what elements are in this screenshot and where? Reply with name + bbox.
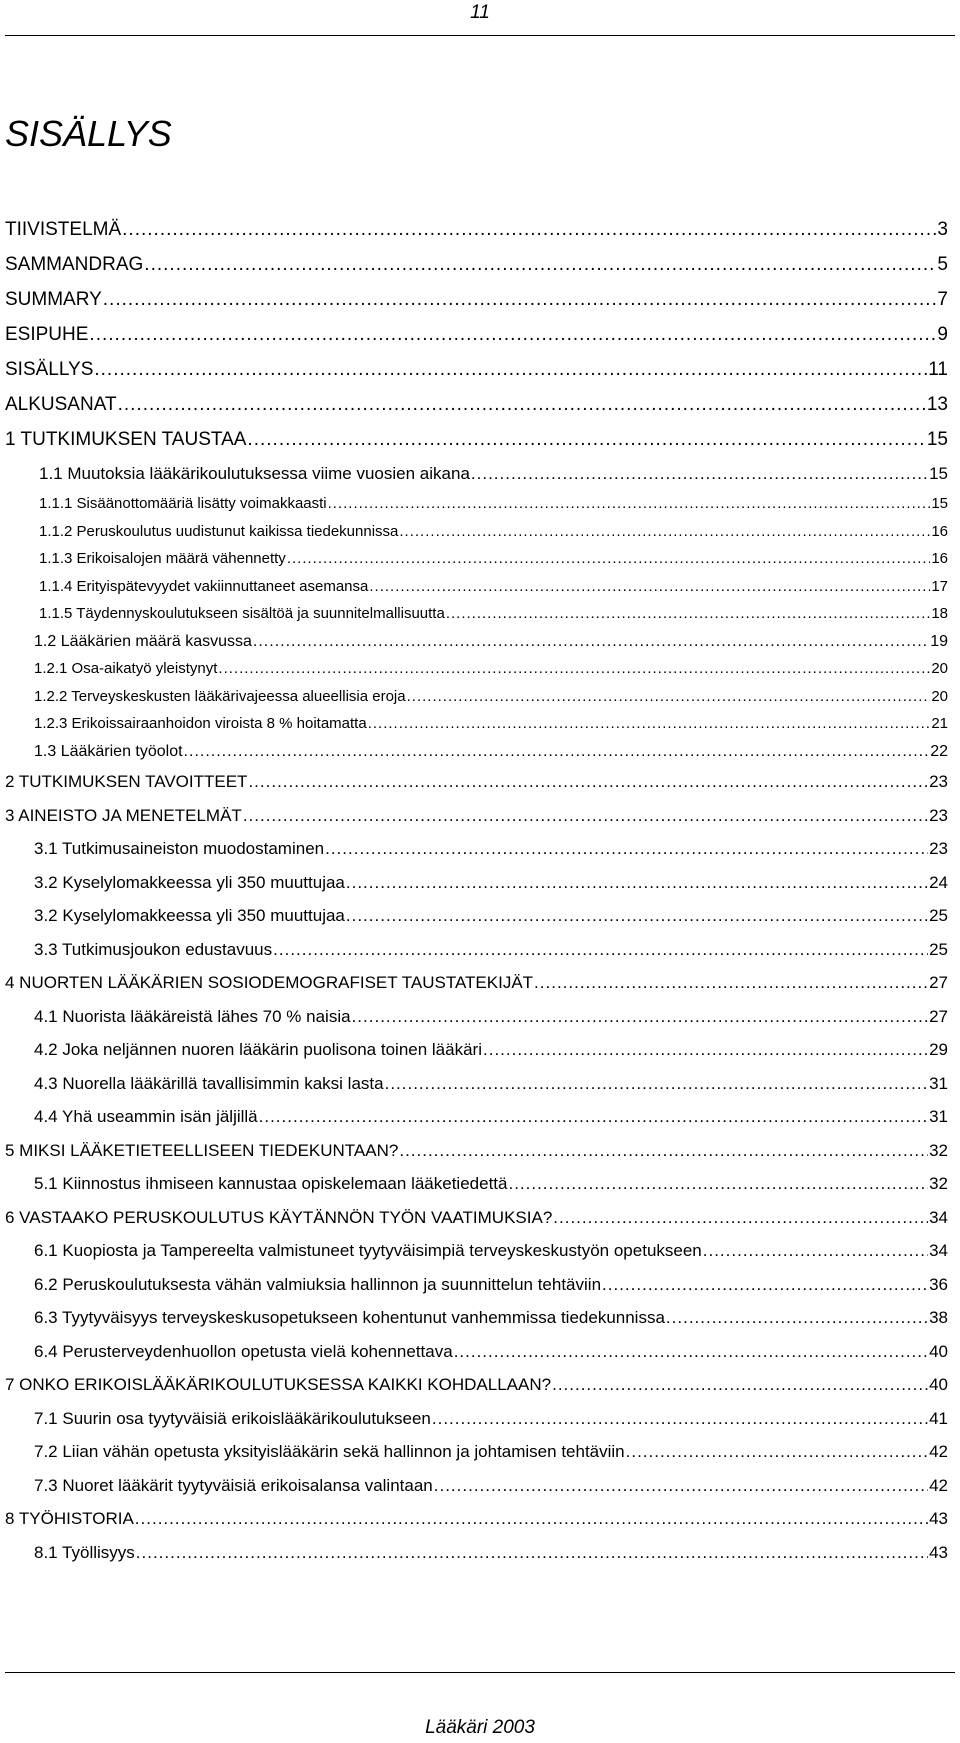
toc-entry[interactable] — [5, 799, 948, 833]
toc-entry-text: 6.2 Peruskoulutuksesta vähän valmiuksia hallinnon ja suunnittelun tehtäviin — [34, 1274, 602, 1294]
toc-entry[interactable] — [5, 1167, 948, 1201]
toc-entry-text: 1.2.1 Osa-aikatyö yleistynyt — [34, 660, 218, 677]
toc-dot-leader — [385, 1067, 928, 1101]
toc-entry-text: 4.4 Yhä useammin isän jäljillä — [34, 1107, 258, 1126]
toc-entry[interactable] — [5, 1000, 948, 1034]
toc-entry-text: 1.2 Lääkärien määrä kasvussa — [34, 632, 252, 650]
toc-entry[interactable] — [5, 490, 948, 518]
toc-dot-leader — [703, 1234, 928, 1268]
toc-page-number: 27 — [929, 1006, 948, 1026]
toc-entry[interactable] — [5, 738, 948, 766]
toc-page-number: 23 — [929, 839, 948, 858]
toc-entry-text: 1.2.2 Terveyskeskusten lääkärivajeessa alueellisia eroja — [34, 687, 406, 705]
toc-page-number: 32 — [929, 1174, 948, 1193]
toc-dot-leader — [325, 832, 928, 866]
toc-page-number: 34 — [929, 1241, 948, 1260]
toc-page-number: 27 — [929, 973, 948, 992]
toc-entry[interactable] — [5, 655, 948, 683]
toc-page-number: 9 — [937, 324, 948, 345]
toc-dot-leader — [407, 683, 931, 711]
toc-entry[interactable] — [5, 1134, 948, 1168]
toc-entry[interactable] — [5, 1502, 948, 1536]
toc-entry[interactable] — [5, 317, 948, 352]
toc-entry[interactable] — [5, 1067, 948, 1101]
toc-entry-text: SISÄLLYS — [5, 359, 94, 380]
toc-dot-leader — [446, 600, 931, 628]
page-title: SISÄLLYS — [5, 113, 172, 154]
toc-page-number: 5 — [937, 254, 948, 275]
toc-entry-text: 3.2 Kyselylomakkeessa yli 350 muuttujaa — [34, 906, 345, 925]
toc-dot-leader — [602, 1268, 928, 1302]
toc-page-number: 25 — [929, 906, 948, 925]
header-rule — [5, 35, 955, 36]
toc-entry[interactable] — [5, 1335, 948, 1369]
toc-dot-leader — [432, 1402, 928, 1436]
toc-page-number: 23 — [929, 805, 948, 825]
toc-dot-leader — [253, 628, 929, 656]
toc-dot-leader — [483, 1033, 928, 1067]
toc-entry-text: 4 NUORTEN LÄÄKÄRIEN SOSIODEMOGRAFISET TAUSTATEKIJÄT — [5, 973, 534, 992]
toc-entry-text: 1.1.4 Erityispätevyydet vakiinnuttaneet asemansa — [39, 577, 369, 595]
toc-entry[interactable] — [5, 282, 948, 317]
toc-entry[interactable] — [5, 966, 948, 1000]
toc-entry[interactable] — [5, 933, 948, 967]
toc-dot-leader — [144, 247, 936, 282]
toc-entry-text: 1 TUTKIMUKSEN TAUSTAA — [5, 429, 247, 450]
toc-page-number: 3 — [937, 219, 948, 240]
toc-entry-text: 4.1 Nuorista lääkäreistä lähes 70 % naisia — [34, 1006, 351, 1026]
toc-entry[interactable] — [5, 387, 948, 422]
toc-dot-leader — [368, 710, 931, 738]
toc-entry[interactable] — [5, 1301, 948, 1335]
toc-entry[interactable] — [5, 866, 948, 900]
toc-page-number: 13 — [926, 394, 948, 415]
toc-entry[interactable] — [5, 1201, 948, 1235]
toc-page-number: 32 — [929, 1140, 948, 1160]
toc-entry-text: 7 ONKO ERIKOISLÄÄKÄRIKOULUTUKSESSA KAIKKI KOHDALLAAN? — [5, 1375, 552, 1394]
toc-page-number: 16 — [931, 522, 948, 540]
toc-dot-leader — [626, 1435, 928, 1469]
toc-entry-text: 1.1.3 Erikoisalojen määrä vähennetty — [39, 550, 286, 567]
toc-dot-leader — [122, 212, 936, 247]
footer-text: Lääkäri 2003 — [425, 1717, 535, 1738]
toc-page-number: 15 — [926, 429, 948, 450]
toc-dot-leader — [399, 1134, 928, 1168]
toc-entry-text: 1.2.3 Erikoissairaanhoidon viroista 8 % hoitamatta — [34, 715, 367, 732]
toc-dot-leader — [94, 352, 927, 387]
toc-dot-leader — [135, 1502, 928, 1536]
toc-page-number: 15 — [931, 495, 948, 512]
toc-page-number: 15 — [929, 464, 948, 483]
toc-dot-leader — [287, 545, 931, 573]
toc-entry-text: 6 VASTAAKO PERUSKOULUTUS KÄYTÄNNÖN TYÖN VAATIMUKSIA? — [5, 1207, 553, 1227]
toc-dot-leader — [534, 966, 928, 1000]
toc-entry[interactable] — [5, 212, 948, 247]
toc-dot-leader — [89, 317, 936, 352]
toc-dot-leader — [328, 490, 931, 518]
toc-page-number: 38 — [929, 1308, 948, 1327]
toc-entry[interactable] — [5, 247, 948, 282]
toc-page-number: 40 — [929, 1375, 948, 1394]
toc-dot-leader — [352, 1000, 929, 1034]
toc-entry-text: 8 TYÖHISTORIA — [5, 1509, 134, 1528]
toc-entry-text: ALKUSANAT — [5, 394, 117, 415]
toc-entry[interactable] — [5, 710, 948, 738]
toc-entry[interactable] — [5, 352, 948, 387]
page-number: 11 — [470, 2, 490, 23]
toc-dot-leader — [218, 655, 930, 683]
toc-dot-leader — [273, 933, 928, 967]
toc-dot-leader — [434, 1469, 928, 1503]
toc-dot-leader — [552, 1368, 928, 1402]
toc-dot-leader — [118, 387, 926, 422]
toc-entry[interactable] — [5, 1268, 948, 1302]
toc-dot-leader — [243, 799, 928, 833]
toc-entry[interactable] — [5, 1033, 948, 1067]
toc-dot-leader — [553, 1201, 928, 1235]
toc-page-number: 22 — [930, 742, 948, 760]
toc-entry-text: 6.4 Perusterveydenhuollon opetusta vielä kohennettava — [34, 1341, 453, 1361]
toc-entry-text: 3 AINEISTO JA MENETELMÄT — [5, 805, 242, 825]
toc-page-number: 18 — [931, 605, 948, 622]
toc-entry-text: SUMMARY — [5, 289, 102, 310]
toc-entry[interactable] — [5, 832, 948, 866]
toc-entry-text: 2 TUTKIMUKSEN TAVOITTEET — [5, 772, 248, 791]
toc-page-number: 29 — [929, 1040, 948, 1059]
toc-entry-text: 1.3 Lääkärien työolot — [34, 742, 183, 760]
toc-entry[interactable] — [5, 457, 948, 490]
toc-entry[interactable] — [5, 545, 948, 573]
toc-page-number: 42 — [929, 1475, 948, 1495]
toc-page-number: 41 — [929, 1408, 948, 1428]
toc-entry[interactable] — [5, 1536, 948, 1570]
toc-entry-text: 5 MIKSI LÄÄKETIETEELLISEEN TIEDEKUNTAAN? — [5, 1140, 399, 1160]
toc-page-number: 16 — [931, 550, 948, 567]
toc-page-number: 43 — [929, 1509, 948, 1528]
toc-page-number: 20 — [931, 687, 948, 705]
toc-entry-text: 8.1 Työllisyys — [34, 1542, 135, 1562]
toc-dot-leader — [247, 422, 925, 457]
toc-page-number: 11 — [928, 359, 948, 380]
toc-entry[interactable] — [5, 422, 948, 457]
toc-dot-leader — [399, 518, 930, 546]
toc-entry[interactable] — [5, 1402, 948, 1436]
toc-entry[interactable] — [5, 628, 948, 656]
toc-dot-leader — [103, 282, 937, 317]
toc-dot-leader — [471, 457, 928, 490]
toc-page-number: 17 — [931, 577, 948, 595]
footer-rule — [5, 1672, 955, 1673]
toc-entry[interactable] — [5, 518, 948, 546]
toc-entry-text: 1.1.5 Täydennyskoulutukseen sisältöä ja suunnitelmallisuutta — [39, 605, 445, 622]
toc-entry[interactable] — [5, 600, 948, 628]
toc-dot-leader — [259, 1100, 928, 1134]
table-of-contents — [5, 212, 948, 1569]
toc-entry[interactable] — [5, 573, 948, 601]
toc-entry[interactable] — [5, 683, 948, 711]
toc-page-number: 40 — [929, 1341, 948, 1361]
toc-page-number: 42 — [929, 1442, 948, 1461]
toc-entry-text: 1.1.2 Peruskoulutus uudistunut kaikissa tiedekunnissa — [39, 522, 399, 540]
toc-page-number: 23 — [929, 772, 948, 791]
toc-page-number: 20 — [931, 660, 948, 677]
toc-page-number: 31 — [929, 1073, 948, 1093]
toc-entry[interactable] — [5, 899, 948, 933]
toc-entry-text: 3.2 Kyselylomakkeessa yli 350 muuttujaa — [34, 872, 345, 892]
toc-entry-text: 7.3 Nuoret lääkärit tyytyväisiä erikoisalansa valintaan — [34, 1475, 433, 1495]
toc-entry-text: ESIPUHE — [5, 324, 89, 345]
toc-dot-leader — [508, 1167, 928, 1201]
toc-entry-text: 6.3 Tyytyväisyys terveyskeskusopetukseen kohentunut vanhemmissa tiedekunnissa — [34, 1308, 665, 1327]
toc-page-number: 25 — [929, 939, 948, 959]
toc-dot-leader — [346, 899, 928, 933]
toc-page-number: 36 — [929, 1274, 948, 1294]
toc-entry-text: SAMMANDRAG — [5, 254, 144, 275]
toc-dot-leader — [454, 1335, 928, 1369]
toc-entry-text: 5.1 Kiinnostus ihmiseen kannustaa opiskelemaan lääketiedettä — [34, 1174, 508, 1193]
toc-dot-leader — [346, 866, 928, 900]
toc-page-number: 24 — [929, 872, 948, 892]
toc-entry[interactable] — [5, 1234, 948, 1268]
toc-entry[interactable] — [5, 765, 948, 799]
toc-page-number: 19 — [930, 632, 948, 650]
toc-entry-text: 4.2 Joka neljännen nuoren lääkärin puolisona toinen lääkäri — [34, 1040, 482, 1059]
toc-entry-text: 4.3 Nuorella lääkärillä tavallisimmin kaksi lasta — [34, 1073, 384, 1093]
toc-dot-leader — [369, 573, 930, 601]
toc-entry[interactable] — [5, 1469, 948, 1503]
toc-page-number: 21 — [931, 715, 948, 732]
toc-entry-text: 1.1.1 Sisäänottomääriä lisätty voimakkaasti — [39, 495, 327, 512]
toc-entry-text: 7.1 Suurin osa tyytyväisiä erikoislääkärikoulutukseen — [34, 1408, 431, 1428]
toc-entry[interactable] — [5, 1100, 948, 1134]
toc-entry[interactable] — [5, 1368, 948, 1402]
toc-entry-text: 1.1 Muutoksia lääkärikoulutuksessa viime vuosien aikana — [39, 464, 470, 483]
toc-entry[interactable] — [5, 1435, 948, 1469]
toc-entry-text: TIIVISTELMÄ — [5, 219, 122, 240]
toc-dot-leader — [136, 1536, 928, 1570]
toc-entry-text: 3.3 Tutkimusjoukon edustavuus — [34, 939, 273, 959]
toc-page-number: 7 — [937, 289, 948, 310]
toc-dot-leader — [184, 738, 930, 766]
toc-dot-leader — [248, 765, 928, 799]
toc-dot-leader — [666, 1301, 928, 1335]
toc-entry-text: 3.1 Tutkimusaineiston muodostaminen — [34, 839, 325, 858]
toc-entry-text: 6.1 Kuopiosta ja Tampereelta valmistuneet tyytyväisimpiä terveyskeskustyön opetukseen — [34, 1241, 702, 1260]
toc-page-number: 34 — [929, 1207, 948, 1227]
toc-page-number: 43 — [929, 1542, 948, 1562]
toc-page-number: 31 — [929, 1107, 948, 1126]
toc-entry-text: 7.2 Liian vähän opetusta yksityislääkärin sekä hallinnon ja johtamisen tehtäviin — [34, 1442, 625, 1461]
